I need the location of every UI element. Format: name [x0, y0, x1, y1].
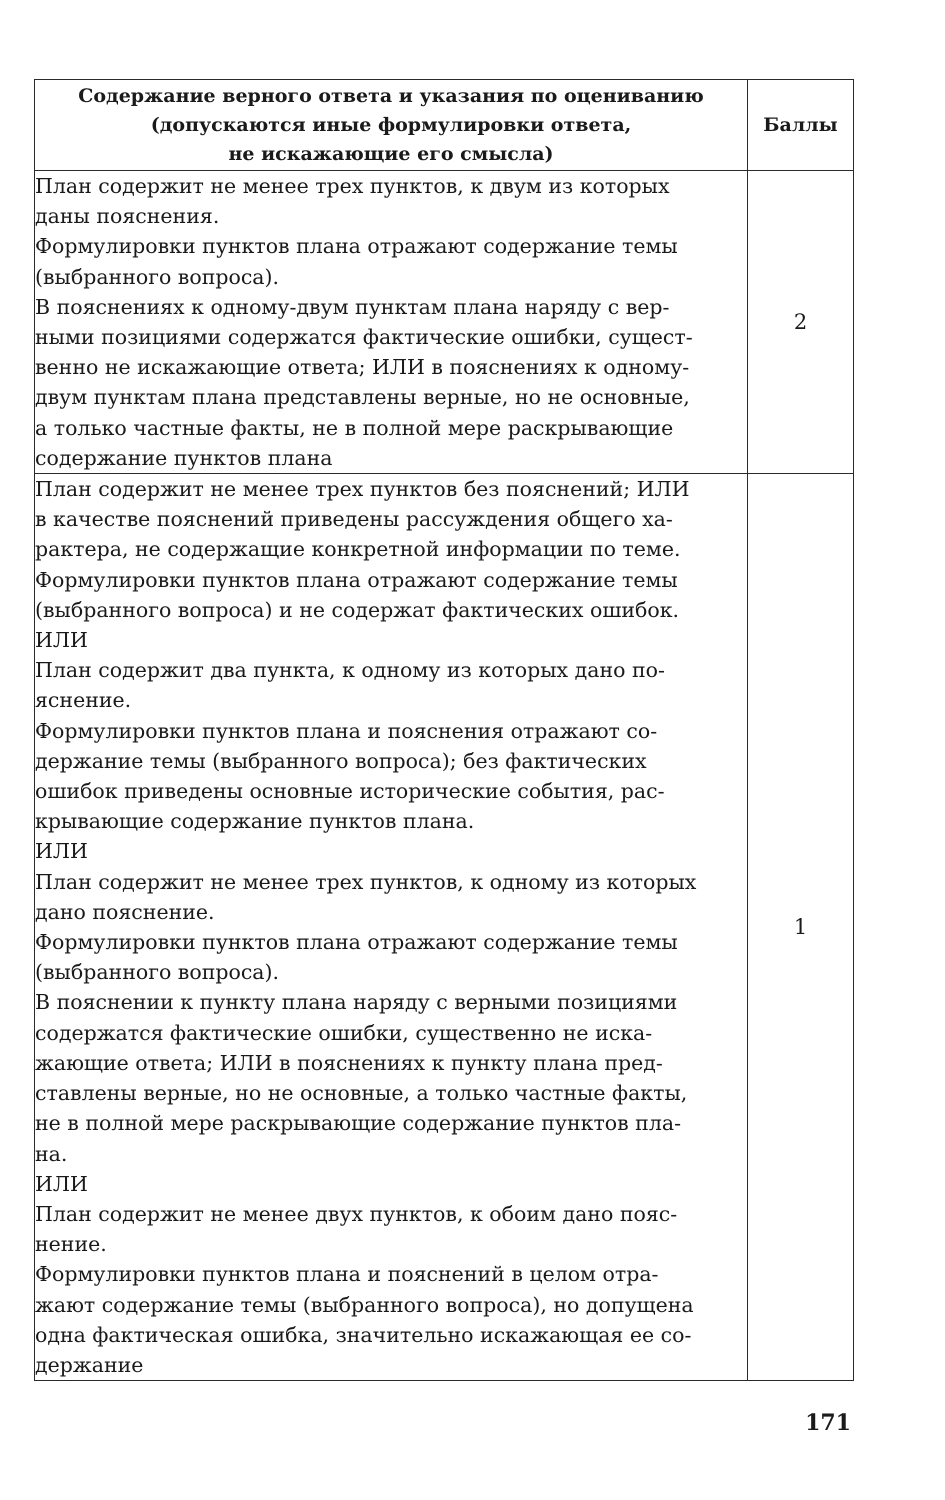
table-header-row	[35, 80, 854, 171]
criteria-line: содержатся фактические ошибки, существенно не иска-	[35, 1020, 653, 1045]
criteria-line: одна фактическая ошибка, значительно искажающая ее со-	[35, 1322, 692, 1347]
criteria-line: План содержит два пункта, к одному из которых дано по-	[35, 658, 665, 683]
criteria-line: ошибок приведены основные исторические события, рас-	[35, 779, 665, 804]
criteria-line: План содержит не менее трех пунктов, к двум из которых	[35, 174, 670, 198]
criteria-line: жают содержание темы (выбранного вопроса), но допущена	[35, 1292, 694, 1317]
criteria-line: а только частные факты, не в полной мере раскрывающие	[35, 415, 674, 440]
criteria-line: ИЛИ	[35, 628, 88, 653]
criteria-line: держание	[35, 1352, 144, 1377]
criteria-line: дано пояснение.	[35, 899, 215, 924]
criteria-line: ными позициями содержатся фактические ошибки, сущест-	[35, 325, 693, 350]
criteria-line: План содержит не менее трех пунктов без пояснений; ИЛИ	[35, 477, 690, 502]
criteria-line: План содержит не менее трех пунктов, к одному из которых	[35, 869, 697, 894]
criteria-line: ИЛИ	[35, 1171, 88, 1196]
criteria-line: Формулировки пунктов плана и пояснений в целом отра-	[35, 1262, 659, 1287]
criteria-line: яснение.	[35, 688, 132, 713]
criteria-line: крывающие содержание пунктов плана.	[35, 809, 475, 834]
criteria-line: (выбранного вопроса).	[35, 264, 280, 289]
criteria-line: Формулировки пунктов плана отражают содержание темы	[35, 234, 678, 259]
criteria-line: Формулировки пунктов плана отражают содержание темы	[35, 567, 678, 592]
criteria-line: венно не искажающие ответа; ИЛИ в пояснениях к одному-	[35, 355, 690, 380]
criteria-line: не в полной мере раскрывающие содержание пунктов пла-	[35, 1111, 682, 1136]
header-line: Содержание верного ответа и указания по оцениванию	[78, 84, 704, 107]
table-row	[35, 171, 854, 474]
criteria-line: В пояснении к пункту плана наряду с верными позициями	[35, 990, 678, 1015]
criteria-line: В пояснениях к одному-двум пунктам плана наряду с вер-	[35, 294, 670, 319]
criteria-line: двум пунктам плана представлены верные, но не основные,	[35, 385, 690, 410]
criteria-cell	[35, 171, 748, 474]
content-column-header	[35, 80, 748, 171]
score-cell: 1	[748, 474, 854, 1381]
page-number: 171	[805, 1410, 851, 1436]
header-line: (допускаются иные формулировки ответа,	[150, 113, 632, 136]
criteria-line: (выбранного вопроса) и не содержат фактических ошибок.	[35, 597, 680, 622]
criteria-line: ставлены верные, но не основные, а только частные факты,	[35, 1081, 688, 1106]
score-cell: 2	[748, 171, 854, 474]
criteria-line: (выбранного вопроса).	[35, 960, 280, 985]
criteria-line: в качестве пояснений приведены рассуждения общего ха-	[35, 507, 673, 532]
criteria-line: на.	[35, 1141, 68, 1166]
criteria-cell	[35, 474, 748, 1381]
criteria-line: Формулировки пунктов плана отражают содержание темы	[35, 930, 678, 955]
criteria-line: содержание пунктов плана	[35, 445, 333, 470]
criteria-line: ИЛИ	[35, 839, 88, 864]
criteria-line: План содержит не менее двух пунктов, к обоим дано пояс-	[35, 1201, 678, 1226]
criteria-line: рактера, не содержащие конкретной информации по теме.	[35, 537, 681, 562]
criteria-line: нение.	[35, 1232, 107, 1257]
table-row	[35, 474, 854, 1381]
criteria-line: даны пояснения.	[35, 204, 220, 229]
score-column-header: Баллы	[748, 80, 854, 171]
criteria-line: жающие ответа; ИЛИ в пояснениях к пункту плана пред-	[35, 1050, 663, 1075]
grading-criteria-table	[34, 79, 854, 1381]
criteria-line: держание темы (выбранного вопроса); без фактических	[35, 748, 647, 773]
header-line: не искажающие его смысла)	[228, 142, 554, 165]
criteria-line: Формулировки пунктов плана и пояснения отражают со-	[35, 718, 658, 743]
